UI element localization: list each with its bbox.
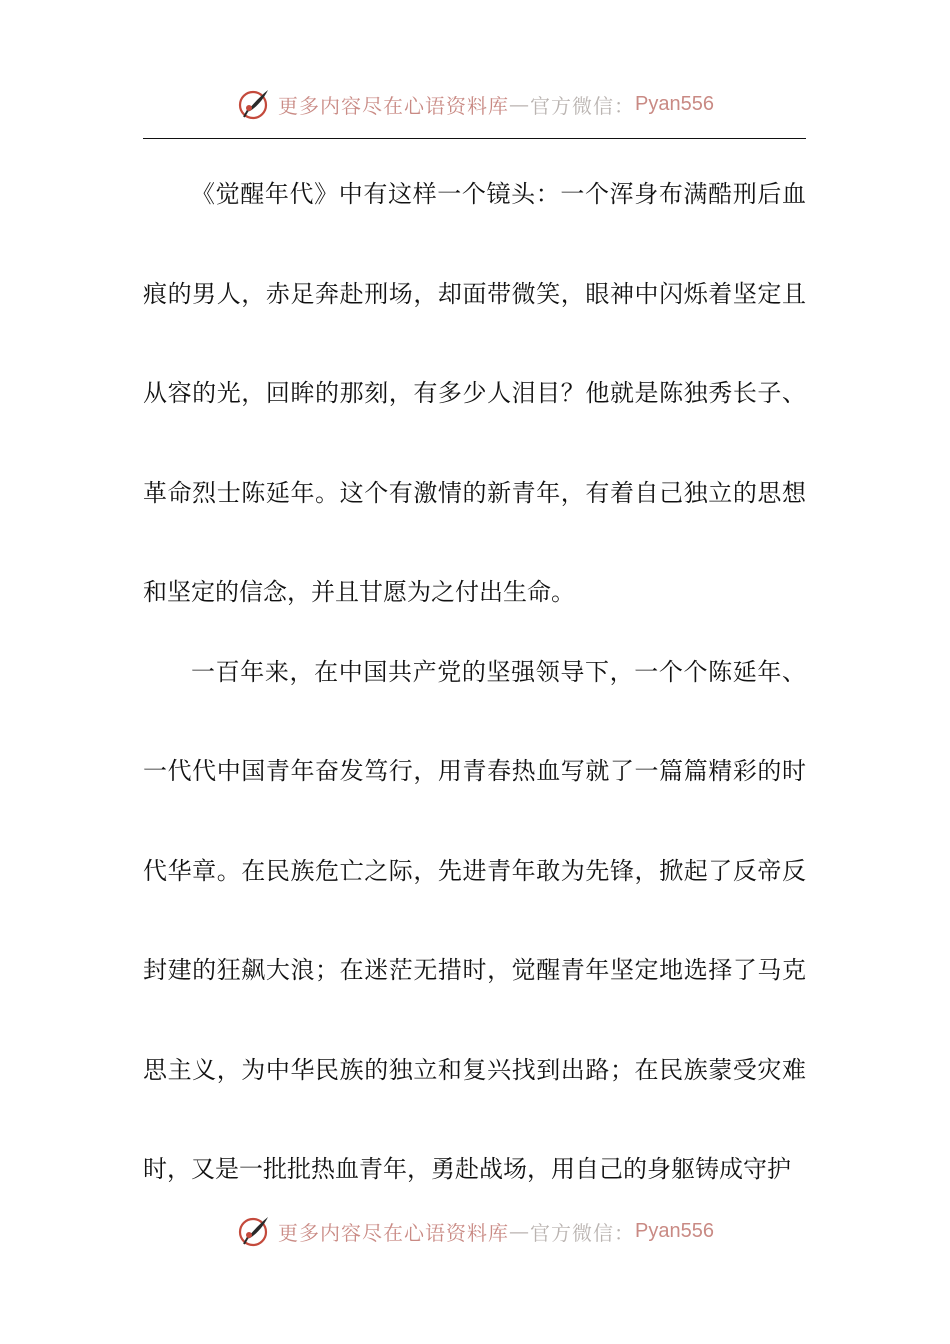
wechat-id: Pyan556 xyxy=(635,92,714,115)
quill-pen-logo-icon xyxy=(236,1213,272,1249)
wechat-id: Pyan556 xyxy=(635,1219,714,1242)
footer-banner xyxy=(0,1211,950,1251)
document-body xyxy=(143,145,806,1220)
paragraph-1: 《觉醒年代》中有这样一个镜头：一个浑身布满酷刑后血痕的男人，赤足奔赴刑场，却面带微笑，眼神中闪烁着坚定且从容的光，回眸的那刻，有多少人泪目？他就是陈独秀长子、革命烈士陈延年。这个有激情的新青年，有着自己独立的思想和坚定的信念，并且甘愿为之付出生命。 xyxy=(143,180,806,606)
site-name: 更多内容尽在心语资料库 xyxy=(278,1220,510,1245)
header-banner xyxy=(0,84,950,124)
paragraph-2: 一百年来，在中国共产党的坚强领导下，一个个陈延年、一代代中国青年奋发笃行，用青春热血写就了一篇篇精彩的时代华章。在民族危亡之际，先进青年敢为先锋，掀起了反帝反封建的狂飙大浪；在迷茫无措时，觉醒青年坚定地选择了马克思主义，为中华民族的独立和复兴找到出路；在民族蒙受灾难时，又是一批批热血青年，勇赴战场，用自己的身躯铸成守护 xyxy=(143,657,806,1183)
wechat-label: 官方微信： xyxy=(530,93,636,118)
wechat-label: 官方微信： xyxy=(530,1220,636,1245)
site-name: 更多内容尽在心语资料库 xyxy=(278,93,510,118)
quill-pen-logo-icon xyxy=(236,86,272,122)
banner-dash: — xyxy=(509,92,531,116)
banner-dash: — xyxy=(509,1219,531,1243)
header-divider xyxy=(143,138,806,139)
